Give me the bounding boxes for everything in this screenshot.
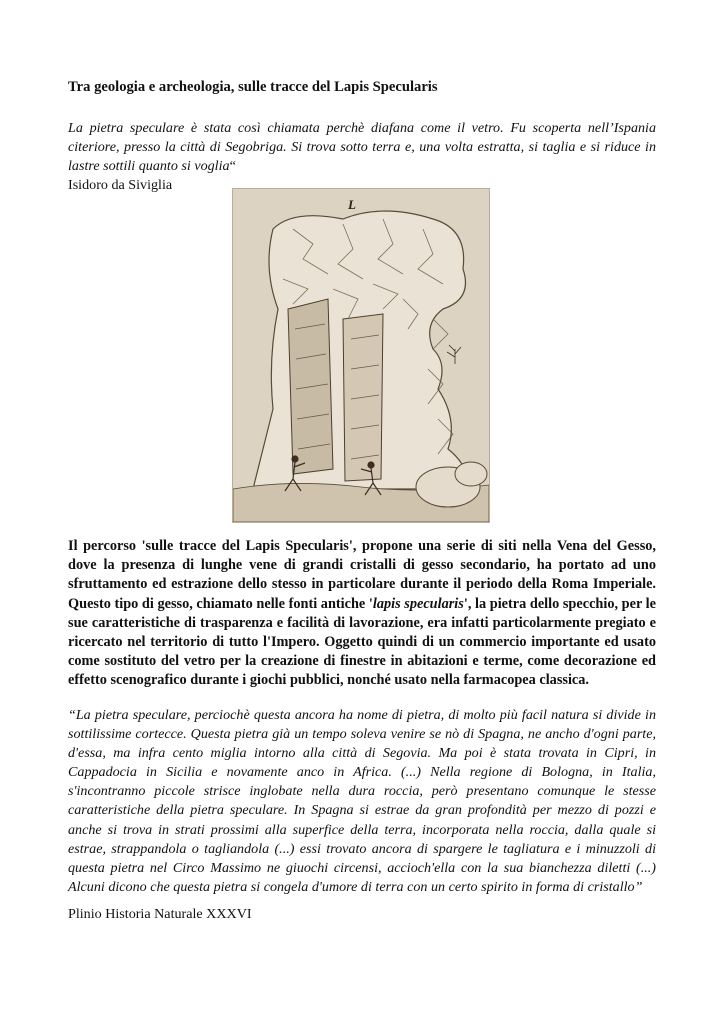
paragraph-term: lapis specularis [372, 595, 464, 612]
plinio-quote: “La pietra speculare, perciochè questa ancora ha nome di pietra, di molto più facil natura si divide in sottilissime cortecce. Questa pietra già un tempo soleva venire se nò di Spagna, ne ancho d'ogni parte, d'essa, ma infra cento miglia intorno alla città di Segovia. Ma poi è stata trovata in Cipri, in Cappadocia in Sicilia e novamente anco in Africa. (...) Nella regione di Bologna, in Italia, s'incontranno piccole strisce inglobate nella dura roccia, però presentano comunque le stesse caratteristiche della pietra speculare. In Spagna si estrae da gran profondità per mezzo di pozzi e anche si trova in strati prossimi alla superfice della terra, incorporata nella roccia, dalla quale si estrae, strappandola o tagliandola (...) essi trovato ancora di spargere le tagliatura e i minuzzoli di questa pietra nel Circo Massimo ne giuochi circensi, accioch'ella con la sua bianchezza diletti (...) Alcuni dicono che questa pietra si congela d'umore di terra con un certo spirito in forma di cristallo” [68, 707, 656, 895]
paragraph-part2: ', la pietra dello specchio, per le sue caratteristiche di trasparenza e facilità di lavorazione, era infatti particolarmente pregiato e ricercato nel territorio di tutto l'Impero. Oggetto quindi di un commercio importante ed usato come sostituto del vetro per la creazione di finestre in abitazioni e terme, come decorazione ed effetto scenografico durante i giochi pubblici, nonché usato nella farmacopea classica. [68, 595, 656, 689]
plate-letter: L [348, 197, 356, 212]
plinio-author: Plinio Historia Naturale XXXVI [68, 906, 252, 922]
main-paragraph [68, 537, 656, 691]
document-title: Tra geologia e archeologia, sulle tracce del Lapis Specularis [68, 79, 438, 95]
document-page [68, 78, 656, 195]
engraving-drawing [233, 189, 489, 522]
isidoro-quote [68, 119, 656, 176]
isidoro-quote-text: La pietra speculare è stata così chiamata perchè diafana come il vetro. Fu scoperta nell’Ispania citeriore, presso la città di Segobriga. Si trova sotto terra e, una volta estratta, si taglia e si riduce in lastre sottili quanto si voglia [68, 120, 656, 174]
isidoro-author: Isidoro da Siviglia [68, 177, 173, 193]
paragraph-part1: Il percorso 'sulle tracce del Lapis Specularis', propone una serie di siti nella Vena del Gesso, dove la presenza di lunghe vene di grandi cristalli di gesso secondario, ha portato ad uno sfruttamento ed estrazione dello stesso in particolare durante il periodo della Roma Imperiale. Questo tipo di gesso, chiamato nelle fonti antiche ' [68, 538, 656, 612]
isidoro-quote-mark: “ [229, 158, 236, 174]
engraving-illustration [232, 188, 490, 523]
